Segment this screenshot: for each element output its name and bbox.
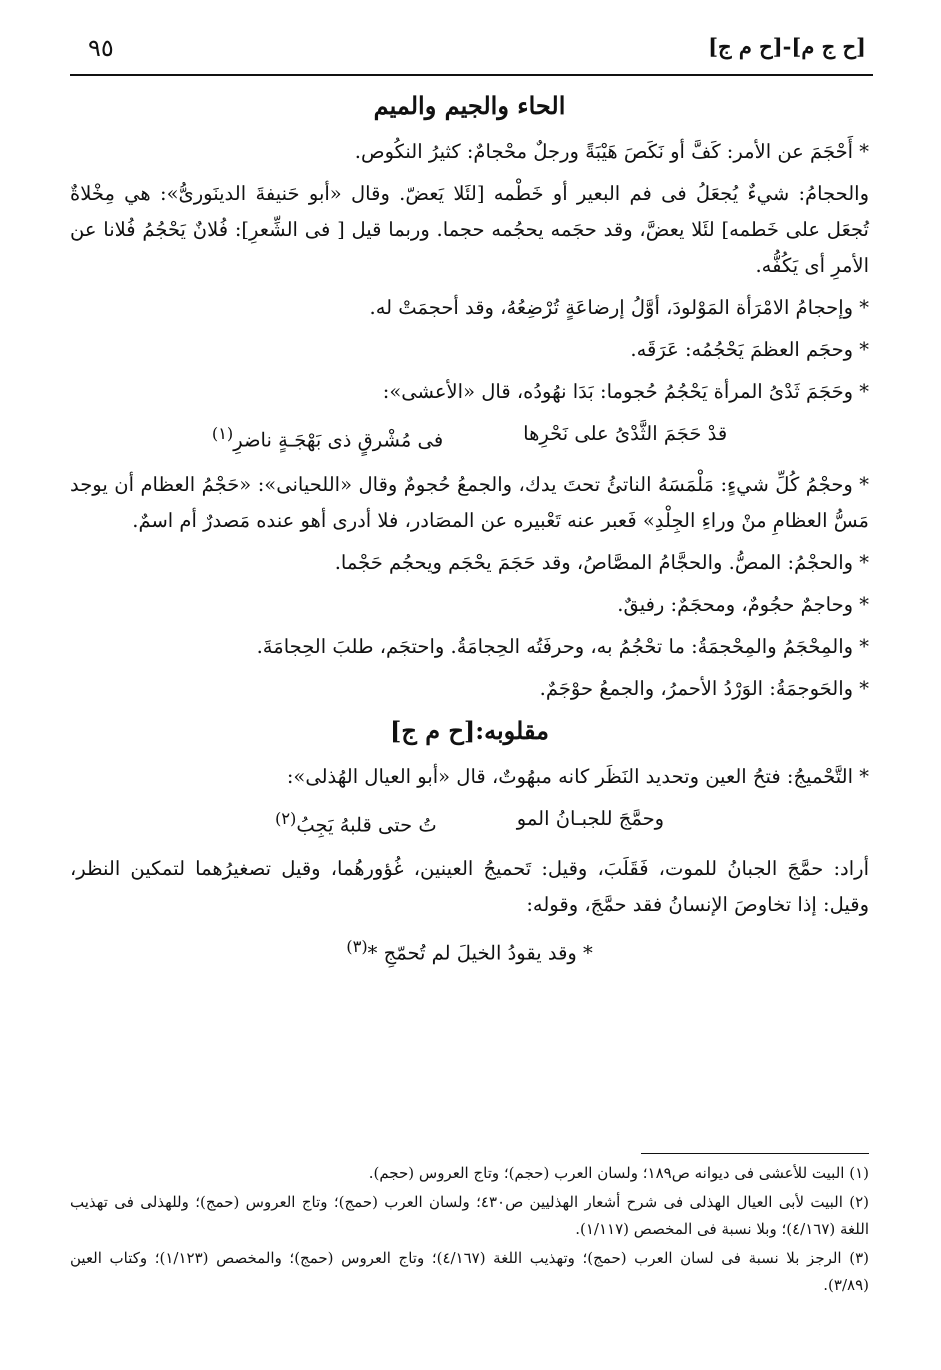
paragraph: * والحجْمُ: المصُّ. والحجَّامُ المصَّاصُ، وقد حَجَمَ يحْجَم ويحجُم حَجْما.	[334, 550, 869, 574]
paragraph: * والمِحْجَمُ والمِحْجمَةُ: ما تحْجُمُ به، وحرفَتُه الحِجامَةُ. واحتجَم، طلبَ الحِجامَةَ.	[256, 634, 869, 658]
verse-2-first-hemistich: وحمَّجَ للجبـانُ المو	[516, 806, 665, 830]
paragraph: * أَحْجَمَ عن الأمر: كَفَّ أو نَكَصَ هَيْبَةً ورجلٌ محْجامٌ: كثيرُ النكُوص.	[354, 140, 869, 163]
running-title: [ح ج م]-[ح م ج]	[708, 34, 866, 59]
footnote: (٣) الرجز بلا نسبة فى لسان العرب (حمج)؛ وتهذيب اللغة (٤/١٦٧)؛ وتاج العروس (حمج)؛ والمخصص (١/١٢٣)؛ وكتاب العين (٣/٨٩).	[70, 1249, 869, 1294]
footnote-marker-1: (١)	[211, 424, 234, 443]
verse-3-text: * وقد يقودُ الخيلَ لم تُحمّجِ *$^{(٣)}$	[346, 937, 593, 965]
footnote-marker-2: (٢)	[274, 808, 297, 828]
verse-2	[70, 801, 869, 844]
verse-3	[70, 929, 869, 972]
paragraph: * وحَجَمَ ثَدْىُ المرأة يَحْجُمُ حُجوما: بَدَا نهُودُه، قال «الأعشى»:	[382, 380, 869, 403]
footnote: (٢) البيت لأبى العيال الهذلى فى شرح أشعار الهذليين ص٤٣٠؛ ولسان العرب (حمج)؛ وتاج العروس (حمج)؛ وللهذلى فى تهذيب اللغة (٤/١٦٧)؛ وبلا نسبة فى المخصص (١/١١٧).	[70, 1193, 869, 1238]
footnote-rule	[641, 1153, 869, 1154]
paragraph: أراد: حمَّجَ الجبانُ للموت، فَقَلَبَ، وقيل: تَحميجُ العينين، غُؤورهُما، وقيل تصغيرُهما لتمكين النظر، وقيل: إذا تخاوصَ الإنسانُ فقد حمَّجَ، وقوله:	[70, 857, 869, 916]
paragraph: * وإحجامُ الامْرَأة المَوْلودَ، أوَّلُ إرضاعَةٍ تُرْضِعُهُ، وقد أحجمَتْ له.	[369, 296, 869, 319]
footnote: (١) البيت للأعشى فى ديوانه ص١٨٩؛ ولسان العرب (حجم)؛ وتاج العروس (حجم).	[368, 1164, 869, 1182]
verse-1	[70, 416, 869, 459]
footnote-marker-3: (٣)	[346, 937, 368, 956]
paragraph: * وحجْمُ كُلِّ شيءٍ: مَلْمَسَهُ الناتئُ تحتَ يدك، والجمعُ حُجومٌ وقال «اللحيانى»: «حَجْمُ العظام أن يوجد مَسُّ العظامِ منْ وراءِ الجِلْدِ» فَعبر عنه تَعْبيره عن المصَادر، فلا أدرى أهو عنده مَصدرٌ أم اسمٌ.	[70, 472, 869, 532]
page-number: ٩٥	[88, 34, 114, 62]
verse-1-first-hemistich: قدْ حَجَمَ الثَّدْىُ على نَحْرِها	[523, 422, 728, 445]
verse-2-second-hemistich: تُ حتى قلبهُ يَجِبُ$^{(٢)}$	[274, 808, 437, 836]
paragraph: * التَّحْميجُ: فتحُ العين وتحديد النَظَر كانه مبهُوتٌ، قال «أبو العيال الهُذلى»:	[286, 764, 869, 788]
main-text	[70, 88, 869, 980]
verse-1-second-hemistich: فى مُشْرقٍ ذى بَهْجَـةٍ ناضرِ$^{(١)}$	[211, 424, 444, 452]
footnotes	[70, 1160, 869, 1301]
section-title: الحاء والجيم والميم	[373, 91, 566, 120]
subheading: مقلوبه:[ح م ج]	[389, 715, 549, 745]
paragraph: والحجامُ: شيءٌ يُجعَلُ فى فم البعير أو خَطْمه [لئَلا يَعضّ. وقال «أبو حَنيفةَ الدينَورىُّ»: هي مِخْلاةٌ تُجعَل على خَطمه] لئَلا يعضَّ، وقد حجَمه يحجُمه حجما. وربما قيل [ فى الشِّعرِ]: فُلانٌ يَحْجُمُ فُلانا عن الأمرِ أى يَكُفُّه.	[70, 182, 869, 277]
paragraph: * وحاجمٌ حجُومٌ، ومحجَمٌ: رفيقٌ.	[617, 592, 869, 616]
paragraph: * والحَوجمَةُ: الوَرْدُ الأحمرُ، والجمعُ حوْجَمٌ.	[539, 676, 869, 700]
paragraph: * وحجَم العظمَ يَحْجُمُه: عَرَقَه.	[630, 338, 869, 361]
header-rule	[70, 74, 873, 76]
